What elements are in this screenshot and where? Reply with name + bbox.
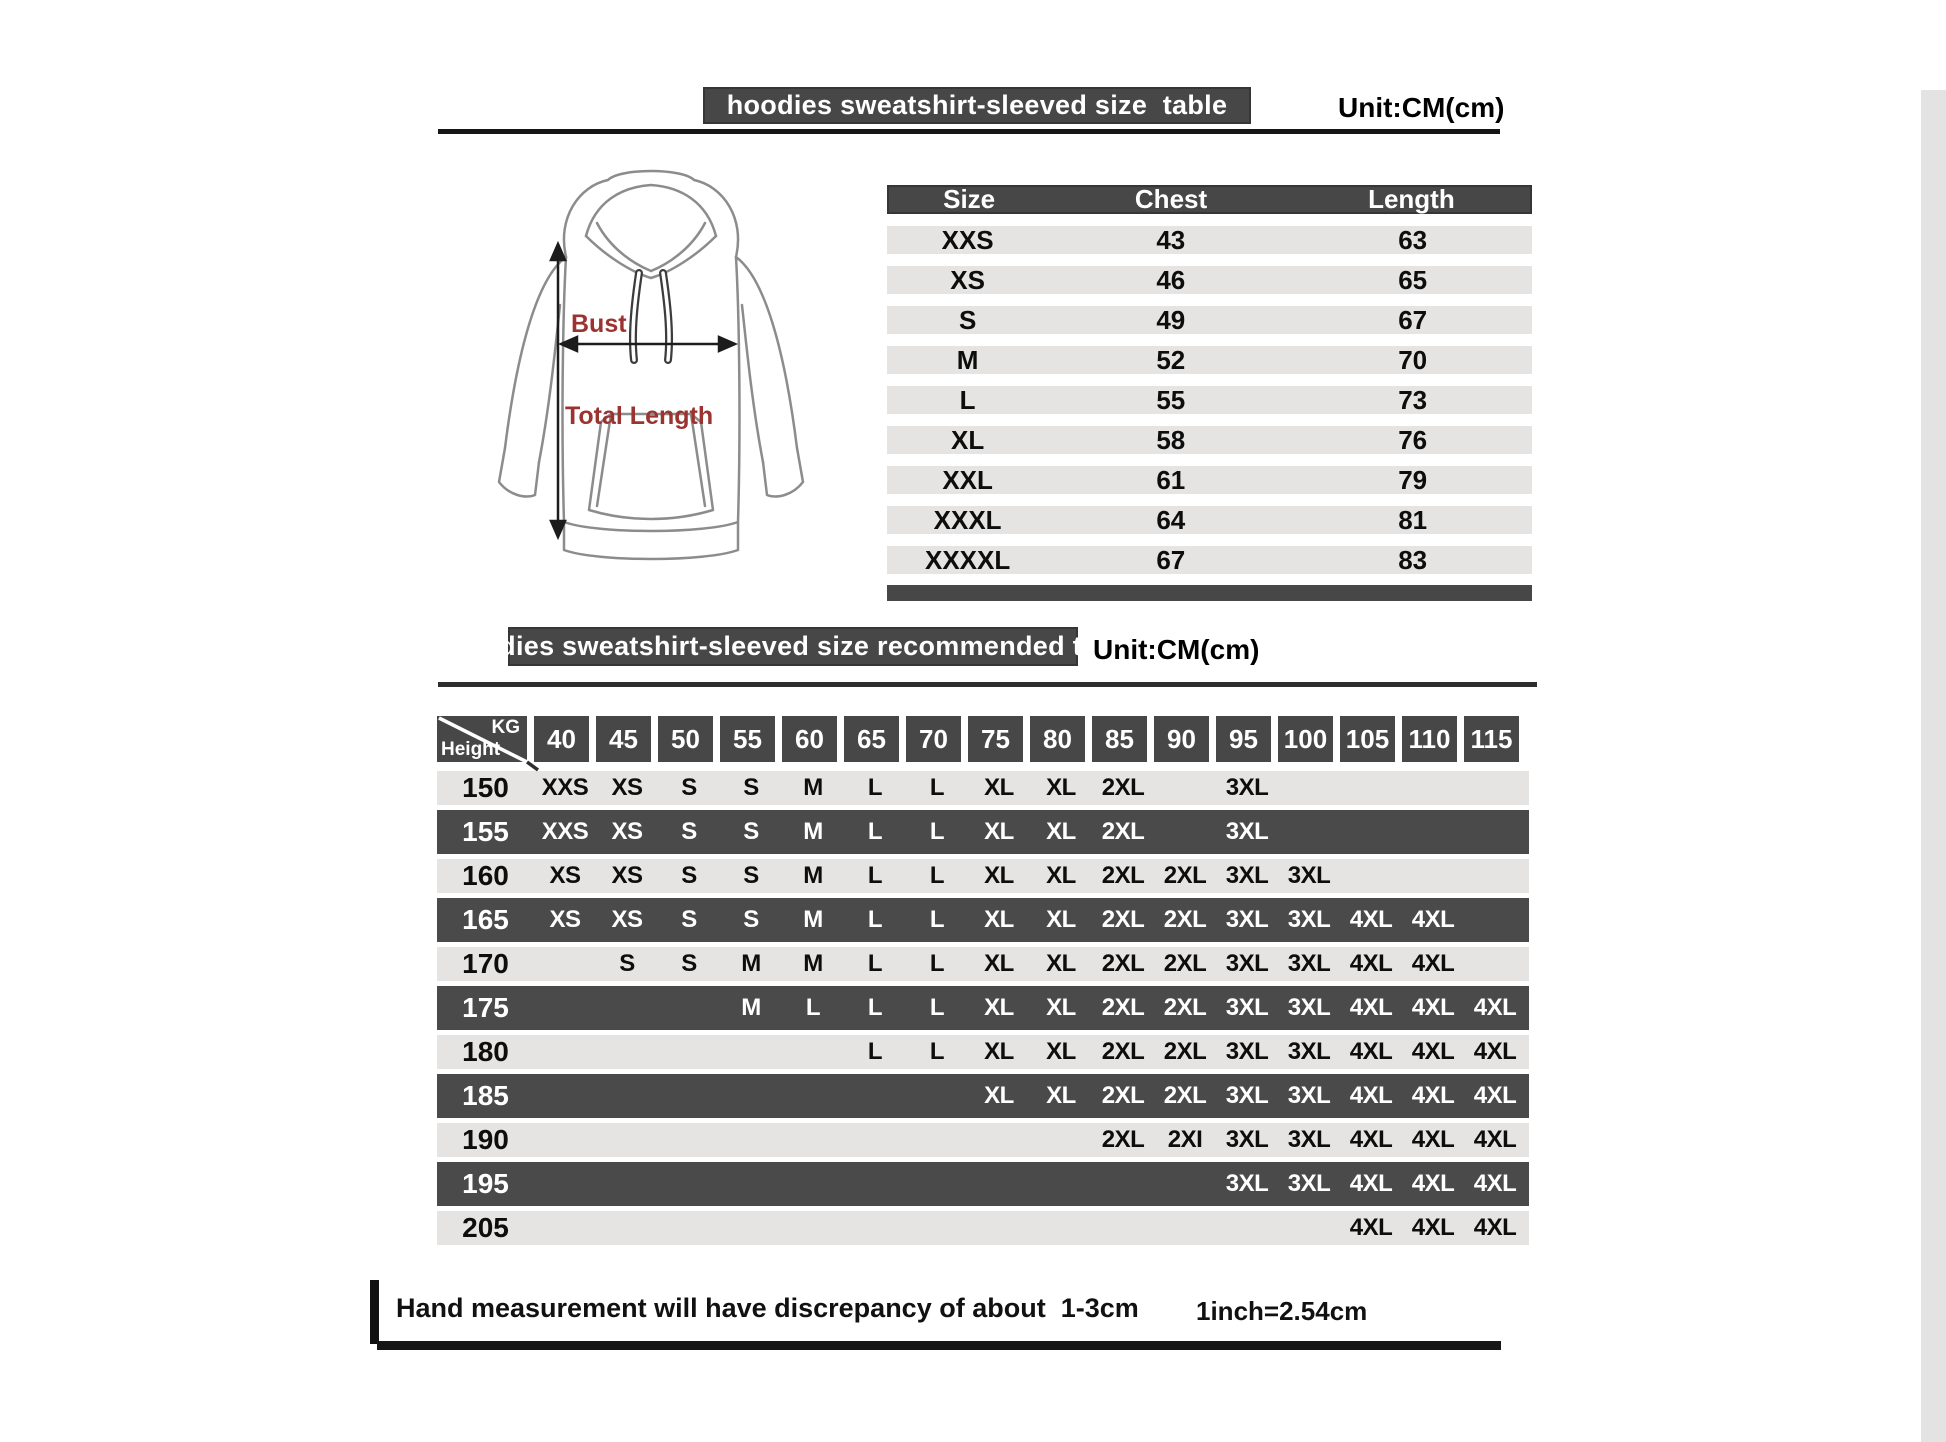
weight-header-80: 80 (1030, 716, 1085, 762)
corner-height-label: Height (441, 739, 501, 760)
size-cell (1154, 771, 1216, 805)
size-cell: 2XL (1101, 1038, 1145, 1065)
size-cell: 3XL (1225, 1170, 1269, 1197)
size-cell: L (867, 1038, 883, 1065)
height-label: 195 (462, 1168, 509, 1199)
weight-header-70: 70 (906, 716, 961, 762)
size-cell (968, 1123, 1030, 1157)
size-cell (658, 1074, 720, 1118)
size-cell (1154, 1211, 1216, 1245)
size-cell: XL (1046, 1038, 1076, 1065)
size-cell: 4XL (1349, 906, 1393, 933)
size-cell (1030, 1211, 1092, 1245)
size-cell (534, 1123, 596, 1157)
size-cell (844, 1123, 906, 1157)
size-table-cell: XL (951, 424, 985, 455)
size-cell: 4XL (1473, 1126, 1517, 1153)
size-cell: S (681, 774, 697, 801)
footer-left-bar (370, 1280, 379, 1344)
size-cell (534, 1074, 596, 1118)
size-cell: S (743, 862, 759, 889)
size-cell: XXS (541, 774, 589, 801)
height-label: 175 (462, 992, 509, 1023)
size-cell: 3XL (1225, 1082, 1269, 1109)
height-row-155 (437, 810, 1529, 854)
size-cell: XS (611, 818, 643, 845)
size-table-cell: S (958, 304, 977, 335)
bust-label: Bust (571, 310, 627, 338)
size-cell (658, 1035, 720, 1069)
measurement-note: Hand measurement will have discrepancy of about 1-3cm (396, 1293, 1139, 1323)
size-cell: 2XL (1163, 1038, 1207, 1065)
size-cell: 3XL (1225, 994, 1269, 1021)
size-cell (1154, 810, 1216, 854)
size-cell: 4XL (1349, 950, 1393, 977)
size-cell (658, 1162, 720, 1206)
size-cell: XL (1046, 994, 1076, 1021)
size-cell: 2XL (1163, 1082, 1207, 1109)
size-cell: L (929, 950, 945, 977)
size-cell: XL (984, 994, 1014, 1021)
recommended-table-unit-label: Unit:CM(cm) (1093, 634, 1260, 665)
size-cell: 2XL (1101, 818, 1145, 845)
divider-line-bottom (377, 1341, 1501, 1350)
weight-header-45: 45 (596, 716, 651, 762)
size-cell (596, 1035, 658, 1069)
size-table-row (887, 306, 1532, 334)
size-cell (596, 986, 658, 1030)
size-cell (1464, 898, 1526, 942)
height-label: 155 (462, 816, 509, 847)
size-cell (1278, 810, 1340, 854)
size-cell: M (803, 818, 823, 845)
divider-line-middle (438, 682, 1537, 687)
height-label: 205 (462, 1212, 509, 1243)
size-cell: 2XL (1101, 774, 1145, 801)
size-table-cell: XXL (942, 464, 993, 495)
size-cell: 4XL (1411, 906, 1455, 933)
divider-line-top (438, 129, 1500, 134)
size-cell: M (803, 862, 823, 889)
size-table-cell: 81 (1398, 504, 1428, 535)
size-cell: L (929, 818, 945, 845)
size-cell (658, 1123, 720, 1157)
size-cell: XL (984, 906, 1014, 933)
size-table-cell: 64 (1156, 504, 1186, 535)
size-cell: 2XL (1101, 906, 1145, 933)
size-cell: XS (549, 906, 581, 933)
size-table-cell: 55 (1156, 384, 1186, 415)
size-cell: XXS (541, 818, 589, 845)
size-cell: 3XL (1225, 862, 1269, 889)
size-table-unit-label: Unit:CM(cm) (1338, 92, 1505, 123)
size-cell: 3XL (1225, 818, 1269, 845)
size-table-row (887, 426, 1532, 454)
size-cell: XS (611, 862, 643, 889)
weight-header-65: 65 (844, 716, 899, 762)
size-cell: 2XL (1163, 994, 1207, 1021)
size-cell (906, 1211, 968, 1245)
inch-conversion-note: 1inch=2.54cm (1196, 1296, 1368, 1326)
size-cell (720, 1211, 782, 1245)
total-length-label: Total Length (565, 402, 714, 430)
size-table-header-size: Size (943, 184, 996, 214)
scan-artifact-strip (1921, 90, 1946, 1442)
size-cell (1402, 810, 1464, 854)
size-cell: L (929, 774, 945, 801)
size-cell: 3XL (1287, 906, 1331, 933)
size-cell (1154, 1162, 1216, 1206)
size-cell: XL (1046, 774, 1076, 801)
size-cell: XS (611, 906, 643, 933)
size-cell (1216, 1211, 1278, 1245)
size-cell: L (867, 906, 883, 933)
weight-header-55: 55 (720, 716, 775, 762)
size-table-header-length: Length (1368, 184, 1455, 214)
size-cell: 2XI (1167, 1126, 1203, 1153)
size-table-bottom-bar (887, 585, 1532, 601)
size-cell (782, 1123, 844, 1157)
size-cell: XL (1046, 1082, 1076, 1109)
size-cell: 2XL (1101, 1126, 1145, 1153)
size-cell (596, 1074, 658, 1118)
size-cell (968, 1211, 1030, 1245)
size-cell (1278, 771, 1340, 805)
size-cell (720, 1123, 782, 1157)
size-cell (658, 986, 720, 1030)
size-cell (1092, 1162, 1154, 1206)
size-cell (968, 1162, 1030, 1206)
size-cell: S (681, 862, 697, 889)
size-cell: 4XL (1473, 1082, 1517, 1109)
size-cell: 4XL (1473, 994, 1517, 1021)
size-cell (1092, 1211, 1154, 1245)
size-cell: S (619, 950, 635, 977)
size-cell (534, 947, 596, 981)
size-table-title-banner (703, 87, 1251, 124)
size-cell (534, 1211, 596, 1245)
size-cell: 4XL (1473, 1170, 1517, 1197)
size-cell (844, 1211, 906, 1245)
size-cell (658, 1211, 720, 1245)
size-cell (1340, 859, 1402, 893)
size-table-row (887, 346, 1532, 374)
size-cell: 4XL (1349, 1038, 1393, 1065)
size-cell (720, 1074, 782, 1118)
weight-header-90: 90 (1154, 716, 1209, 762)
size-cell: L (929, 994, 945, 1021)
size-cell (1464, 859, 1526, 893)
size-cell: 4XL (1411, 1126, 1455, 1153)
size-cell: XL (1046, 906, 1076, 933)
height-row-150 (437, 766, 1529, 810)
size-cell: S (681, 906, 697, 933)
size-cell (1340, 771, 1402, 805)
weight-header-50: 50 (658, 716, 713, 762)
size-cell: XL (984, 1038, 1014, 1065)
corner-kg-label: KG (491, 717, 520, 738)
height-label: 170 (462, 948, 509, 979)
size-cell: 4XL (1473, 1038, 1517, 1065)
size-table-cell: 43 (1156, 224, 1186, 255)
size-cell (1464, 771, 1526, 805)
size-cell: XL (984, 774, 1014, 801)
size-cell: 4XL (1411, 1038, 1455, 1065)
size-table-body (887, 226, 1532, 574)
size-cell: 3XL (1225, 774, 1269, 801)
size-cell: 4XL (1473, 1214, 1517, 1241)
size-cell (720, 1035, 782, 1069)
height-row-205 (437, 1206, 1529, 1250)
size-cell: 3XL (1287, 1038, 1331, 1065)
height-label: 165 (462, 904, 509, 935)
height-row-165 (437, 898, 1529, 942)
weight-header-40: 40 (534, 716, 589, 762)
size-cell: L (867, 994, 883, 1021)
size-cell: XL (984, 950, 1014, 977)
size-cell (844, 1074, 906, 1118)
size-table-header-row (887, 185, 1532, 214)
size-cell: XL (984, 862, 1014, 889)
size-table-cell: 63 (1398, 224, 1428, 255)
size-cell: M (741, 994, 761, 1021)
size-cell: 3XL (1225, 906, 1269, 933)
size-cell: 2XL (1163, 906, 1207, 933)
height-row-190 (437, 1118, 1529, 1162)
height-label: 160 (462, 860, 509, 891)
size-table-cell: 73 (1398, 384, 1428, 415)
size-table-cell: XXS (941, 224, 994, 255)
size-table-row (887, 506, 1532, 534)
size-cell (596, 1162, 658, 1206)
size-table-cell: 67 (1398, 304, 1428, 335)
size-cell: 4XL (1411, 994, 1455, 1021)
size-cell: S (743, 818, 759, 845)
size-cell: 4XL (1349, 1126, 1393, 1153)
recommended-table-title: hoodies sweatshirt-sleeved size recommended table (448, 631, 1138, 661)
size-cell: S (681, 950, 697, 977)
size-table-title: hoodies sweatshirt-sleeved size table (726, 90, 1228, 120)
weight-header-100: 100 (1278, 716, 1333, 762)
weight-header-95: 95 (1216, 716, 1271, 762)
weight-header-60: 60 (782, 716, 837, 762)
size-table-cell: 79 (1398, 464, 1428, 495)
size-table-header-chest: Chest (1134, 184, 1208, 214)
size-table-cell: 46 (1156, 264, 1186, 295)
size-cell (782, 1074, 844, 1118)
size-cell: L (867, 950, 883, 977)
size-cell (906, 1162, 968, 1206)
size-cell (1402, 771, 1464, 805)
size-cell (534, 1162, 596, 1206)
height-row-170 (437, 942, 1529, 986)
weight-header-75: 75 (968, 716, 1023, 762)
size-recommendation-matrix (437, 716, 1529, 1250)
size-cell: XL (984, 1082, 1014, 1109)
size-cell (906, 1074, 968, 1118)
size-cell: 3XL (1287, 1082, 1331, 1109)
matrix-body (437, 766, 1529, 1250)
size-table-cell: 67 (1156, 544, 1186, 575)
size-cell: 3XL (1287, 994, 1331, 1021)
size-cell: 3XL (1287, 1126, 1331, 1153)
size-cell (1030, 1123, 1092, 1157)
size-cell: L (867, 862, 883, 889)
size-cell (596, 1123, 658, 1157)
size-table-cell: 49 (1156, 304, 1186, 335)
size-cell: S (743, 774, 759, 801)
size-cell: M (741, 950, 761, 977)
height-label: 150 (462, 772, 509, 803)
size-table-row (887, 466, 1532, 494)
size-cell: 2XL (1101, 950, 1145, 977)
size-cell (534, 986, 596, 1030)
size-cell (782, 1211, 844, 1245)
weight-header-110: 110 (1402, 716, 1457, 762)
size-cell (844, 1162, 906, 1206)
size-cell: L (929, 906, 945, 933)
size-cell: 2XL (1163, 950, 1207, 977)
weight-header-85: 85 (1092, 716, 1147, 762)
weight-header-115: 115 (1464, 716, 1519, 762)
hoodie-measurement-diagram (445, 160, 857, 600)
size-table (887, 185, 1532, 601)
size-cell (596, 1211, 658, 1245)
size-cell: S (743, 906, 759, 933)
size-cell: 4XL (1349, 1214, 1393, 1241)
size-cell: S (681, 818, 697, 845)
size-cell: 3XL (1287, 1170, 1331, 1197)
size-cell: 4XL (1411, 950, 1455, 977)
size-cell: 2XL (1163, 862, 1207, 889)
size-cell: M (803, 906, 823, 933)
size-cell (534, 1035, 596, 1069)
size-cell: 3XL (1225, 1038, 1269, 1065)
size-cell: L (867, 774, 883, 801)
recommended-table-title-banner (448, 627, 1138, 666)
height-row-175 (437, 986, 1529, 1030)
weight-header-row (437, 716, 1529, 762)
size-cell: 4XL (1349, 1082, 1393, 1109)
size-table-cell: 83 (1398, 544, 1428, 575)
size-cell: L (929, 862, 945, 889)
height-label: 185 (462, 1080, 509, 1111)
size-cell: 3XL (1225, 950, 1269, 977)
size-table-row (887, 226, 1532, 254)
size-cell: 3XL (1225, 1126, 1269, 1153)
size-cell (782, 1035, 844, 1069)
size-table-cell: M (956, 344, 979, 375)
size-table-cell: 76 (1398, 424, 1428, 455)
size-cell: XL (984, 818, 1014, 845)
size-cell (720, 1162, 782, 1206)
size-table-row (887, 386, 1532, 414)
matrix-corner-cell (437, 716, 527, 762)
size-cell (1340, 810, 1402, 854)
size-cell (782, 1162, 844, 1206)
size-cell: M (803, 950, 823, 977)
size-cell: XL (1046, 950, 1076, 977)
size-cell (1278, 1211, 1340, 1245)
size-cell: 4XL (1411, 1082, 1455, 1109)
weight-header-105: 105 (1340, 716, 1395, 762)
size-table-row (887, 546, 1532, 574)
size-table-cell: L (959, 384, 976, 415)
size-table-row (887, 266, 1532, 294)
size-cell (1464, 947, 1526, 981)
size-cell (1464, 810, 1526, 854)
height-label: 180 (462, 1036, 509, 1067)
size-cell: 4XL (1411, 1214, 1455, 1241)
size-cell: L (867, 818, 883, 845)
height-row-185 (437, 1074, 1529, 1118)
size-cell: 3XL (1287, 862, 1331, 889)
size-cell: XL (1046, 818, 1076, 845)
height-label: 190 (462, 1124, 509, 1155)
size-cell: 4XL (1349, 1170, 1393, 1197)
size-table-cell: 61 (1156, 464, 1186, 495)
size-cell: 2XL (1101, 994, 1145, 1021)
size-table-cell: 52 (1156, 344, 1186, 375)
height-row-160 (437, 854, 1529, 898)
size-cell (906, 1123, 968, 1157)
size-table-cell: 58 (1156, 424, 1186, 455)
size-table-cell: 70 (1398, 344, 1428, 375)
size-cell: 2XL (1101, 862, 1145, 889)
size-cell: 4XL (1411, 1170, 1455, 1197)
size-cell (1402, 859, 1464, 893)
size-cell: XS (549, 862, 581, 889)
size-cell: 2XL (1101, 1082, 1145, 1109)
size-cell: 3XL (1287, 950, 1331, 977)
height-row-195 (437, 1162, 1529, 1206)
size-cell: M (803, 774, 823, 801)
size-table-cell: XXXL (933, 504, 1002, 535)
size-cell: XL (1046, 862, 1076, 889)
height-row-180 (437, 1030, 1529, 1074)
size-cell (1030, 1162, 1092, 1206)
size-cell: XS (611, 774, 643, 801)
size-table-cell: XS (950, 264, 985, 295)
size-table-cell: 65 (1398, 264, 1428, 295)
size-cell: L (929, 1038, 945, 1065)
size-cell: 4XL (1349, 994, 1393, 1021)
size-cell: L (805, 994, 821, 1021)
size-table-cell: XXXXL (925, 544, 1011, 575)
